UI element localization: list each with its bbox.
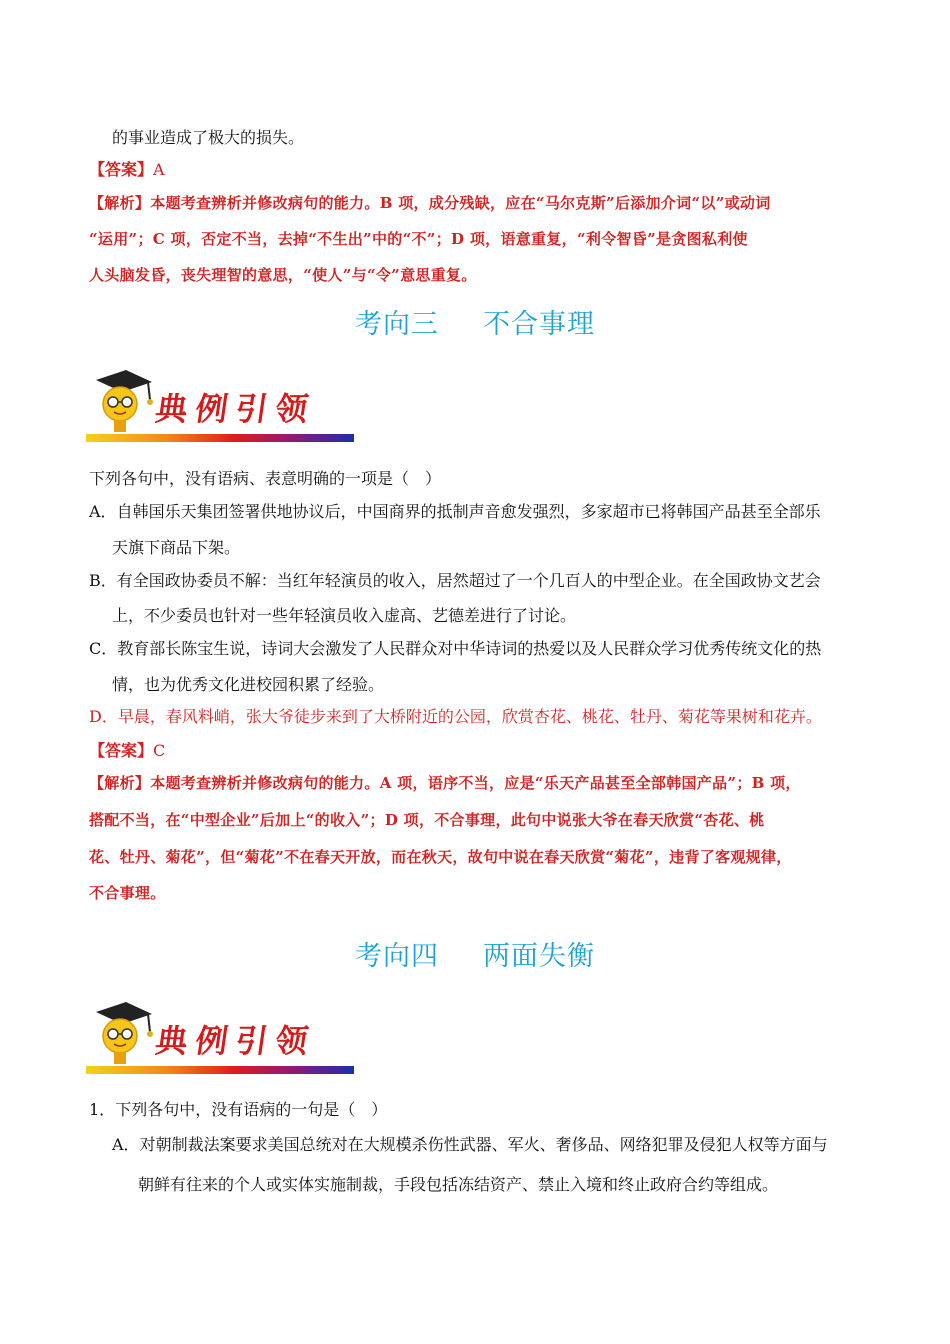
answer-2 xyxy=(89,740,165,762)
option-a-cont: 天旗下商品下架。 xyxy=(112,538,241,557)
section-number: 考向三 xyxy=(355,309,439,340)
banner-title: 典例引领 xyxy=(153,390,319,428)
banner-title: 典例引领 xyxy=(153,1022,319,1060)
example-banner xyxy=(86,368,354,442)
option-b: B．有全国政协委员不解：当红年轻演员的收入，居然超过了一个几百人的中型企业。在全国政协文艺会 xyxy=(89,571,821,590)
section-number: 考向四 xyxy=(355,941,439,972)
continuation-text: 的事业造成了极大的损失。 xyxy=(112,128,305,147)
question-4-stem: 1．下列各句中，没有语病的一句是（ ） xyxy=(89,1100,388,1119)
option-a: A．自韩国乐天集团签署供地协议后，中国商界的抵制声音愈发强烈，多家超市已将韩国产品甚至全部乐 xyxy=(89,502,821,521)
explanation-label: 【解析】 xyxy=(89,194,151,212)
explanation-label: 【解析】 xyxy=(89,774,151,792)
section-title: 不合事理 xyxy=(483,309,595,340)
explanation-2-line-3: 花、牡丹、菊花”，但“菊花”不在春天开放，而在秋天，故句中说在春天欣赏“菊花”，违背了客观规律， xyxy=(89,848,792,866)
explanation-1-line-2: “运用”；C 项，否定不当，去掉“不生出”中的“不”；D 项，语意重复，“利令智昏”是贪图私利使 xyxy=(89,230,748,248)
option-b-cont: 上，不少委员也针对一些年轻演员收入虚高、艺德差进行了讨论。 xyxy=(112,606,577,625)
answer-label: 【答案】 xyxy=(89,741,154,760)
explanation-1-line-3: 人头脑发昏，丧失理智的意思，“使人”与“令”意思重复。 xyxy=(89,266,477,284)
answer-value: A xyxy=(153,160,165,179)
explanation-2-line-4: 不合事理。 xyxy=(89,884,166,902)
question-4-option-a-cont: 朝鲜有往来的个人或实体实施制裁，手段包括冻结资产、禁止入境和终止政府合约等组成。 xyxy=(138,1175,779,1194)
scholar-mascot-icon xyxy=(86,368,156,434)
answer-1 xyxy=(89,159,165,181)
answer-value: C xyxy=(153,741,166,760)
banner-gradient-bar xyxy=(86,1066,354,1074)
explanation-2-line-2: 搭配不当，在“中型企业”后加上“的收入”；D 项，不合事理，此句中说张大爷在春天欣赏“杏花、桃 xyxy=(89,811,765,829)
section-heading-3 xyxy=(0,302,950,341)
explanation-2-line-1: 【解析】本题考查辨析并修改病句的能力。A 项，语序不当，应是“乐天产品甚至全部韩国产品”；B 项， xyxy=(89,774,801,792)
section-title: 两面失衡 xyxy=(483,941,595,972)
question-4-option-a: A．对朝制裁法案要求美国总统对在大规模杀伤性武器、军火、奢侈品、网络犯罪及侵犯人权等方面与 xyxy=(112,1135,828,1154)
explanation-1-line-1: 【解析】本题考查辨析并修改病句的能力。B 项，成分残缺，应在“马尔克斯”后添加介词“以”或动词 xyxy=(89,194,771,212)
option-c-cont: 情，也为优秀文化进校园积累了经验。 xyxy=(112,675,385,694)
question-stem: 下列各句中，没有语病、表意明确的一项是（ ） xyxy=(89,469,442,488)
example-banner xyxy=(86,1000,354,1074)
section-heading-4 xyxy=(0,934,950,973)
option-c: C．教育部长陈宝生说，诗词大会激发了人民群众对中华诗词的热爱以及人民群众学习优秀传统文化的热 xyxy=(89,639,822,658)
banner-gradient-bar xyxy=(86,434,354,442)
option-d: D．早晨，春风料峭，张大爷徒步来到了大桥附近的公园，欣赏杏花、桃花、牡丹、菊花等果树和花卉。 xyxy=(89,707,822,726)
answer-label: 【答案】 xyxy=(89,160,154,179)
scholar-mascot-icon xyxy=(86,1000,156,1066)
